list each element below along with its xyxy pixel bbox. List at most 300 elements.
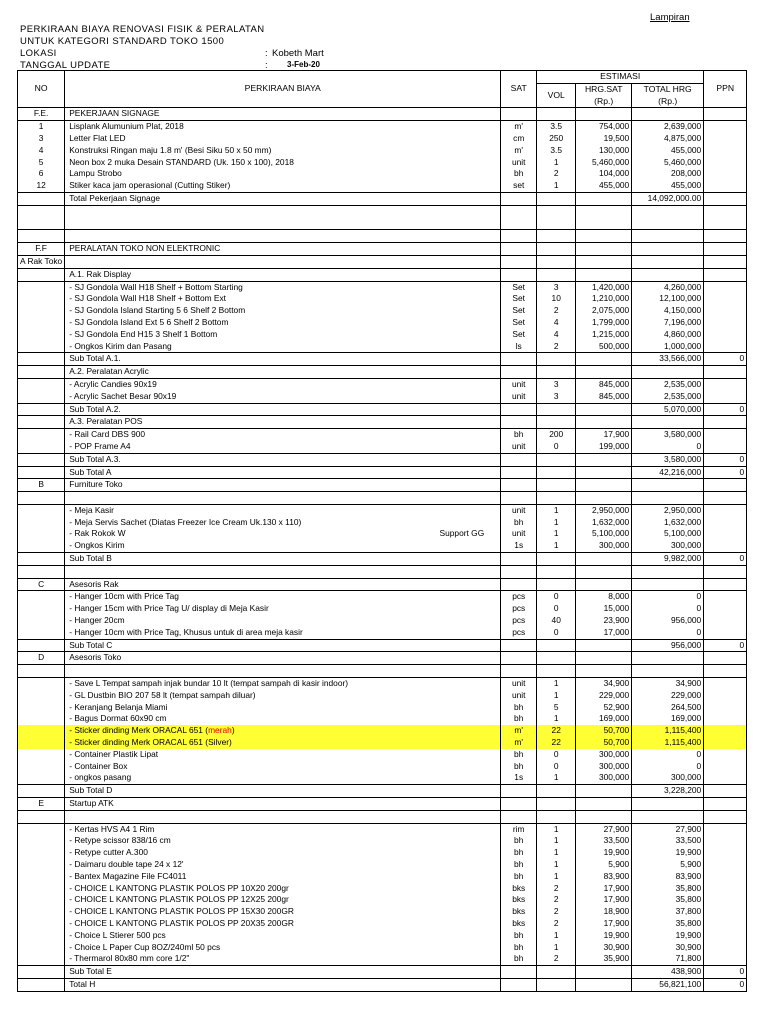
row-no [18,678,65,690]
row-unit-price: 35,900 [576,953,632,965]
row-unit: pcs [501,627,537,639]
table-row [18,798,747,811]
table-row [18,540,747,552]
row-ppn: 0 [704,453,747,466]
row-total-price: 4,860,000 [632,329,704,341]
table-row [18,528,747,540]
col-header-hrg-sat: HRG.SAT [576,83,632,95]
row-no [18,737,65,749]
row-ppn [704,528,747,540]
row-description: - Rail Card DBS 900 [65,429,501,441]
row-total-price [632,652,704,665]
row-unit [501,453,537,466]
row-ppn [704,108,747,121]
row-no [18,341,65,353]
row-description: A.1. Rak Display [65,268,501,281]
row-total-price: 264,500 [632,702,704,714]
row-unit-price: 5,460,000 [576,157,632,169]
row-ppn [704,785,747,798]
row-total-price: 5,100,000 [632,528,704,540]
row-ppn [704,341,747,353]
row-ppn [704,627,747,639]
row-volume [537,108,576,121]
row-ppn [704,281,747,293]
lampiran-label: Lampiran [650,12,690,23]
row-no [18,305,65,317]
row-unit: bks [501,894,537,906]
row-volume: 1 [537,823,576,835]
row-volume [537,353,576,366]
row-no: 4 [18,145,65,157]
row-no [18,702,65,714]
row-ppn [704,121,747,133]
row-unit-price: 30,900 [576,942,632,954]
row-ppn [704,230,747,243]
table-row [18,157,747,169]
row-unit: bh [501,713,537,725]
row-description: - CHOICE L KANTONG PLASTIK POLOS PP 10X20 200gr [65,883,501,895]
row-description: Sub Total C [65,639,501,652]
row-ppn [704,859,747,871]
row-total-price [632,268,704,281]
row-unit-price: 52,900 [576,702,632,714]
row-unit-price: 50,700 [576,725,632,737]
row-no [18,317,65,329]
row-no [18,690,65,702]
row-unit: pcs [501,591,537,603]
row-no [18,847,65,859]
row-description: - POP Frame A4 [65,441,501,453]
row-no [18,749,65,761]
row-description: - Choice L Stierer 500 pcs [65,930,501,942]
row-volume: 5 [537,702,576,714]
row-unit-price: 845,000 [576,378,632,390]
table-row [18,942,747,954]
row-unit-price [576,966,632,979]
row-no [18,966,65,979]
row-unit [501,565,537,578]
row-ppn [704,894,747,906]
row-unit [501,416,537,429]
row-no [18,591,65,603]
row-no: 12 [18,180,65,192]
row-no [18,785,65,798]
row-description: - SJ Gondola Island Ext 5 6 Shelf 2 Bottom [65,317,501,329]
row-total-price [632,205,704,217]
row-unit [501,192,537,205]
row-ppn [704,565,747,578]
row-unit-price [576,255,632,268]
row-unit-price [576,353,632,366]
row-no [18,639,65,652]
row-unit [501,403,537,416]
row-ppn [704,168,747,180]
row-total-price: 19,900 [632,930,704,942]
row-unit-price [576,798,632,811]
row-no [18,942,65,954]
row-total-price: 4,150,000 [632,305,704,317]
row-unit [501,810,537,823]
row-ppn [704,725,747,737]
row-total-price: 1,632,000 [632,517,704,529]
row-description: - Meja Kasir [65,504,501,516]
row-unit [501,230,537,243]
table-row [18,761,747,773]
row-total-price: 35,800 [632,894,704,906]
row-description [65,218,501,230]
row-total-price [632,366,704,379]
table-row [18,930,747,942]
row-total-price: 169,000 [632,713,704,725]
row-volume: 0 [537,627,576,639]
row-volume: 2 [537,883,576,895]
row-ppn [704,772,747,784]
row-no [18,293,65,305]
row-no [18,528,65,540]
row-unit: unit [501,391,537,403]
row-description: - Bagus Dormat 60x90 cm [65,713,501,725]
row-unit [501,553,537,566]
row-unit: m' [501,737,537,749]
row-unit-price: 199,000 [576,441,632,453]
table-row [18,894,747,906]
table-row [18,255,747,268]
lokasi-colon: : [265,48,268,59]
row-unit-price [576,243,632,256]
row-unit: unit [501,528,537,540]
tanggal-label: TANGGAL UPDATE [20,60,111,71]
row-total-price [632,108,704,121]
table-row [18,108,747,121]
row-description: - Choice L Paper Cup 8OZ/240ml 50 pcs [65,942,501,954]
table-row [18,702,747,714]
row-unit: bh [501,942,537,954]
row-no [18,281,65,293]
row-unit: bh [501,517,537,529]
row-unit-price [576,205,632,217]
row-ppn [704,391,747,403]
row-volume [537,205,576,217]
row-no: D [18,652,65,665]
row-ppn [704,366,747,379]
table-row [18,243,747,256]
row-total-price [632,492,704,505]
row-ppn [704,504,747,516]
table-row [18,906,747,918]
row-total-price: 9,982,000 [632,553,704,566]
row-total-price: 0 [632,603,704,615]
row-unit [501,578,537,591]
row-total-price: 1,115,400 [632,725,704,737]
row-unit-price: 754,000 [576,121,632,133]
row-ppn [704,810,747,823]
table-row [18,429,747,441]
row-unit: rim [501,823,537,835]
row-no [18,918,65,930]
row-total-price: 0 [632,627,704,639]
row-volume: 3.5 [537,145,576,157]
row-unit: bh [501,930,537,942]
row-unit-price: 2,950,000 [576,504,632,516]
row-unit [501,218,537,230]
row-ppn [704,652,747,665]
row-ppn: 0 [704,978,747,991]
row-total-price: 208,000 [632,168,704,180]
col-header-total-hrg-unit: (Rp.) [632,96,704,108]
row-total-price: 2,639,000 [632,121,704,133]
row-ppn [704,690,747,702]
row-description: - Acrylic Sachet Besar 90x19 [65,391,501,403]
row-total-price: 229,000 [632,690,704,702]
row-no [18,466,65,479]
row-unit-price: 300,000 [576,540,632,552]
row-description: Stiker kaca jam operasional (Cutting Stiker) [65,180,501,192]
row-ppn [704,603,747,615]
row-support-note: Support GG [439,528,485,539]
table-row [18,121,747,133]
row-volume [537,798,576,811]
row-volume [537,652,576,665]
table-row [18,366,747,379]
row-total-price: 35,800 [632,918,704,930]
row-description [65,255,501,268]
row-unit-price: 34,900 [576,678,632,690]
row-unit-price: 455,000 [576,180,632,192]
row-no: A Rak Toko [18,255,65,268]
row-no [18,627,65,639]
table-row [18,785,747,798]
row-volume [537,785,576,798]
row-total-price: 2,535,000 [632,378,704,390]
table-row [18,329,747,341]
row-no: C [18,578,65,591]
row-volume: 1 [537,528,576,540]
row-volume: 22 [537,725,576,737]
row-description: Asesoris Rak [65,578,501,591]
row-unit: Set [501,293,537,305]
row-description: Asesoris Toko [65,652,501,665]
row-volume: 2 [537,168,576,180]
table-row [18,453,747,466]
row-total-price: 1,000,000 [632,341,704,353]
row-description: Letter Flat LED [65,133,501,145]
row-total-price: 5,460,000 [632,157,704,169]
document-subtitle: UNTUK KATEGORI STANDARD TOKO 1500 [20,36,225,47]
row-total-price [632,810,704,823]
row-no [18,329,65,341]
table-row [18,883,747,895]
table-row [18,553,747,566]
row-volume [537,230,576,243]
row-volume: 1 [537,942,576,954]
table-row [18,725,747,737]
table-row [18,504,747,516]
row-unit-price [576,639,632,652]
row-volume: 2 [537,894,576,906]
row-volume: 4 [537,317,576,329]
table-row [18,918,747,930]
row-volume: 1 [537,847,576,859]
row-ppn [704,883,747,895]
row-total-price [632,665,704,678]
table-row [18,978,747,991]
row-ppn [704,180,747,192]
row-unit [501,108,537,121]
col-header-sat: SAT [501,71,537,108]
row-total-price [632,255,704,268]
row-ppn [704,953,747,965]
row-unit: cm [501,133,537,145]
row-ppn [704,268,747,281]
row-no [18,429,65,441]
row-unit-price: 15,000 [576,603,632,615]
row-no: F.E. [18,108,65,121]
row-description: A.2. Peralatan Acrylic [65,366,501,379]
table-row [18,353,747,366]
row-unit: Set [501,329,537,341]
row-total-price: 4,875,000 [632,133,704,145]
row-unit-price: 104,000 [576,168,632,180]
row-unit-price: 1,799,000 [576,317,632,329]
row-no [18,810,65,823]
row-description: A.3. Peralatan POS [65,416,501,429]
row-volume [537,978,576,991]
row-unit-price [576,978,632,991]
row-total-price: 438,900 [632,966,704,979]
row-description-text: - Rak Rokok W [69,528,126,539]
table-row [18,835,747,847]
row-volume: 0 [537,761,576,773]
table-row [18,966,747,979]
row-total-price: 2,535,000 [632,391,704,403]
row-unit: bh [501,168,537,180]
row-unit [501,978,537,991]
row-unit-price [576,403,632,416]
row-no [18,906,65,918]
row-unit [501,966,537,979]
row-unit: ls [501,341,537,353]
row-description: - Hanger 15cm with Price Tag U/ display di Meja Kasir [65,603,501,615]
row-unit-price: 5,900 [576,859,632,871]
row-total-price: 3,580,000 [632,429,704,441]
row-unit: m' [501,145,537,157]
row-unit-price [576,479,632,492]
row-total-price: 7,196,000 [632,317,704,329]
row-description: Total H [65,978,501,991]
table-row [18,652,747,665]
col-header-total-hrg: TOTAL HRG [632,83,704,95]
row-no [18,492,65,505]
row-description [65,565,501,578]
row-unit-price [576,565,632,578]
row-total-price: 5,070,000 [632,403,704,416]
row-ppn [704,713,747,725]
row-volume: 1 [537,678,576,690]
row-unit-price [576,652,632,665]
row-no [18,883,65,895]
row-total-price: 0 [632,749,704,761]
row-unit-price: 17,900 [576,894,632,906]
row-volume: 1 [537,180,576,192]
row-unit-price: 19,500 [576,133,632,145]
row-unit-price: 50,700 [576,737,632,749]
table-row [18,810,747,823]
row-unit-price [576,553,632,566]
row-no [18,930,65,942]
row-volume [537,810,576,823]
row-unit: unit [501,441,537,453]
row-total-price: 42,216,000 [632,466,704,479]
row-unit-price: 1,215,000 [576,329,632,341]
row-unit-price [576,416,632,429]
row-volume [537,565,576,578]
row-unit: bh [501,847,537,859]
lokasi-label: LOKASI [20,48,57,59]
row-unit-price: 500,000 [576,341,632,353]
row-unit: Set [501,305,537,317]
row-unit [501,466,537,479]
row-unit: bks [501,906,537,918]
row-volume [537,665,576,678]
row-ppn [704,749,747,761]
row-description: Neon box 2 muka Desain STANDARD (Uk. 150 x 100), 2018 [65,157,501,169]
row-unit: unit [501,378,537,390]
row-unit: pcs [501,615,537,627]
tanggal-value: 3-Feb-20 [287,60,320,69]
row-volume: 0 [537,749,576,761]
row-no [18,823,65,835]
row-description: Furniture Toko [65,479,501,492]
table-row [18,565,747,578]
row-unit: bh [501,835,537,847]
row-total-price: 1,115,400 [632,737,704,749]
row-no [18,725,65,737]
table-row [18,293,747,305]
row-unit [501,639,537,652]
row-total-price: 956,000 [632,639,704,652]
row-unit-price: 845,000 [576,391,632,403]
table-row [18,517,747,529]
row-no [18,453,65,466]
row-unit-price: 229,000 [576,690,632,702]
table-row [18,168,747,180]
row-total-price: 300,000 [632,540,704,552]
row-volume [537,553,576,566]
row-description: Konstruksi Ringan maju 1.8 m' (Besi Siku 50 x 50 mm) [65,145,501,157]
row-volume [537,966,576,979]
row-unit: m' [501,725,537,737]
row-no [18,859,65,871]
row-no [18,894,65,906]
row-no: F.F [18,243,65,256]
row-no: B [18,479,65,492]
row-unit: unit [501,504,537,516]
row-no [18,540,65,552]
row-ppn [704,205,747,217]
row-volume: 1 [537,157,576,169]
row-description: Lampu Strobo [65,168,501,180]
row-total-price: 30,900 [632,942,704,954]
row-description-suffix: ) [231,725,235,736]
row-unit [501,255,537,268]
table-row [18,772,747,784]
table-row [18,466,747,479]
row-unit-price: 1,210,000 [576,293,632,305]
table-row [18,859,747,871]
row-total-price: 455,000 [632,180,704,192]
row-no [18,565,65,578]
row-ppn [704,378,747,390]
